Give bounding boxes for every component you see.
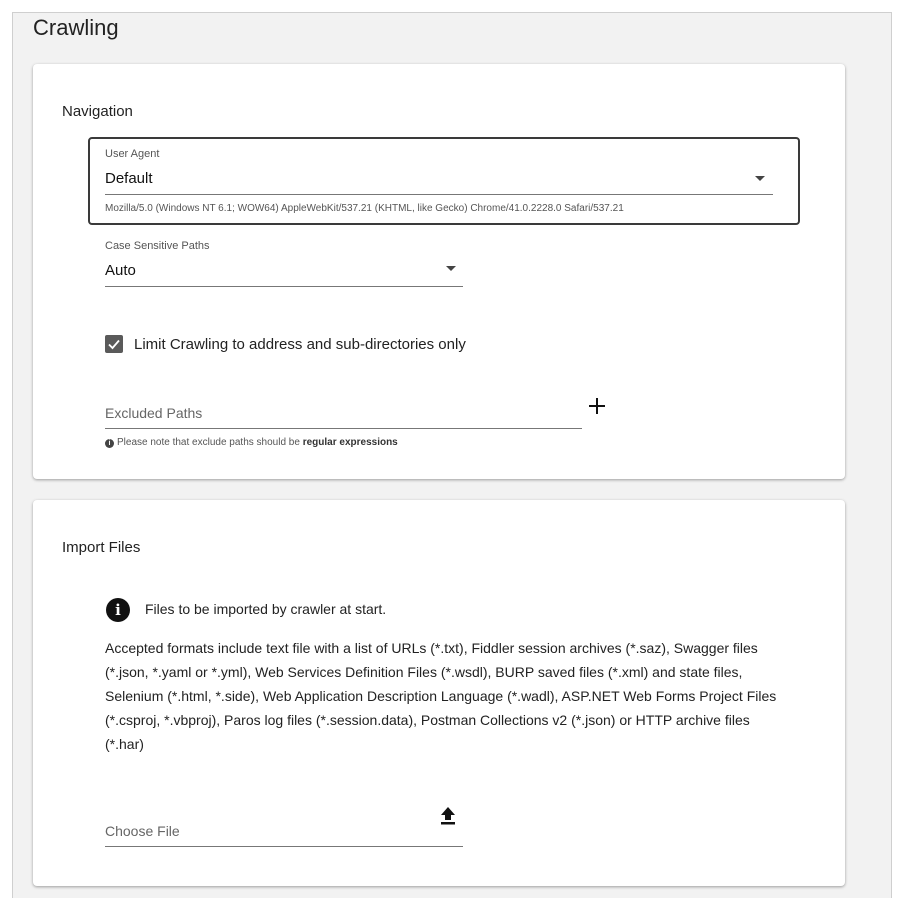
accepted-formats-text: Accepted formats include text file with a list of URLs (*.txt), Fiddler session archives (*.saz), Swagger files (*.json, *.yaml or *.yml), Web Services Definition Files (*.wsdl), BURP saved files (*.xml) and state files, Selenium (*.html, *.side), Web Application Description Language (*.wadl), ASP.NET Web Forms Project Files (*.csproj, *.vbproj), Paros log files (*.session.data), Postman Collections v2 (*.json) or HTTP archive files (*.har): [105, 640, 777, 752]
info-icon: i: [105, 439, 114, 448]
user-agent-hint: Mozilla/5.0 (Windows NT 6.1; WOW64) AppleWebKit/537.21 (KHTML, like Gecko) Chrome/41.0.2228.0 Safari/537.21: [105, 203, 624, 214]
limit-crawling-label[interactable]: Limit Crawling to address and sub-directories only: [134, 336, 466, 353]
check-icon: [107, 337, 121, 351]
chevron-down-icon[interactable]: [755, 176, 765, 181]
case-sensitive-underline: [105, 286, 463, 287]
import-files-title: Import Files: [62, 539, 141, 556]
user-agent-underline: [105, 194, 773, 195]
crawling-panel: [12, 12, 892, 898]
page-title: Crawling: [33, 15, 119, 40]
upload-icon[interactable]: [439, 806, 457, 826]
note-bold-text: regular expressions: [302, 437, 398, 448]
import-info-text: Files to be imported by crawler at start.: [145, 601, 387, 617]
excluded-paths-note: [105, 437, 398, 448]
navigation-title: Navigation: [62, 103, 133, 120]
excluded-paths-underline: [105, 428, 582, 429]
limit-crawling-checkbox[interactable]: [105, 335, 123, 353]
case-sensitive-label: Case Sensitive Paths: [105, 240, 210, 252]
choose-file-underline: [105, 846, 463, 847]
navigation-card: [33, 64, 845, 479]
chevron-down-icon[interactable]: [446, 266, 456, 271]
import-files-card: [33, 500, 845, 886]
plus-icon[interactable]: [586, 395, 608, 417]
note-text: Please note that exclude paths should be: [117, 437, 303, 448]
excluded-paths-placeholder: Excluded Paths: [105, 405, 203, 421]
user-agent-value: Default: [105, 170, 153, 187]
info-circle-icon: i: [106, 598, 130, 622]
choose-file-placeholder: Choose File: [105, 823, 180, 839]
user-agent-select[interactable]: [88, 137, 800, 225]
user-agent-label: User Agent: [105, 148, 160, 160]
case-sensitive-value: Auto: [105, 262, 136, 279]
